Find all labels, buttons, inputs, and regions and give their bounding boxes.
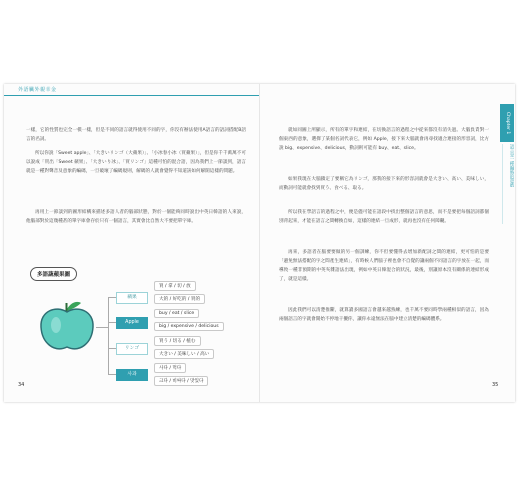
word-box-chinese: 蘋果 [116, 292, 148, 304]
right-paragraph-5: 因此我們可以清楚推斷，就算讀多國語言會越來越熟練，也千萬不要同時學兩種相似的語言，因為兩個語言的字就會開始不停地干擾你，讓你永遠無法在腦中建立清楚的編碼體系。 [279, 308, 489, 322]
chapter-side-label: 語言是一種編碼的遊戲 [502, 144, 514, 224]
right-paragraph-4: 再來，多語者在腦要要做的另一個訓練，你不但要懂得去增加新配詞之間的連結，更可怕的是要「避免無法搭配的字之間產生連結」，有時候人們腦子裡也會不自覺的讓兩個不同語言的字放在一起，而導致一種非預期的中英夾雜語法出現，例如中英日韓混合的狀況，最後，別讓原本沒有關係的連結形成了，就是這樣。 [279, 250, 489, 282]
collocation-adjectives-chinese: 大的 / 好吃的 / 買的 [154, 294, 205, 304]
right-paragraph-2: 如果我現在大腦鎖定了要稱它為リンゴ，那我的接下來的形容詞就會是大きい、高い、美味しい，而動詞可能就會找到買う、食べる、取る。 [279, 177, 489, 191]
connector-line [108, 297, 109, 375]
diagram-title: 多語蔬蘋果圖 [30, 267, 77, 281]
apple-icon [38, 299, 96, 353]
word-box-english: Apple [116, 317, 148, 329]
connector-line [108, 348, 116, 349]
collocation-adjectives-english: big / expensive / delicious [154, 322, 224, 331]
right-page-number: 35 [492, 382, 499, 388]
collocation-verbs-chinese: 買 / 拿 / 切 / 放 [154, 281, 196, 291]
left-paragraph-3: 再用上一節談到的圖形結構來描述多語人者的腦部狀態，對於一個能夠同時說出中英日韓語的人來說，他腦部對於這幾種甚的單字庫會存於只有一個語言，其實會比自然大不要把單字庫。 [26, 210, 246, 224]
connector-line [108, 374, 116, 375]
right-paragraph-3: 所以我在學語言的過程之中，便是儘可能在語段中找出整個語言的意思，而不是要把每個語詞都個別背起來，才能在語言之間轉換自如，這樣的連結一旦成形，就再也沒有任何障礙。 [279, 210, 489, 224]
right-paragraph-1: 就如同圖上所顯示，所有的單字和連結，在切換語言的過程之中從來都沒有消失過。大腦負責對一個東西的意象，選擇了某個名詞代表它，例如 Apple，接下來大腦就會再尋找適合連接的形容詞，比方說 big、expensive、delicious，動詞則可能有 buy、eat、slice。 [279, 128, 489, 151]
collocation-adjectives-japanese: 大きい / 美味しい / 高い [154, 349, 214, 359]
chapter-tab: Chapter 1 [500, 104, 514, 142]
collocation-adjectives-korean: 크다 / 비싸다 / 맛있다 [154, 376, 208, 386]
word-box-japanese: リンゴ [116, 343, 148, 355]
book-spread [4, 84, 515, 402]
left-paragraph-1: 一樣，它的性質也完全一模一樣，但是不同的語言就得使用不同的字，你沒有辦法使用A語言的語詞搭配B語言的名詞。 [26, 128, 246, 142]
left-page-number: 34 [18, 382, 25, 388]
left-paragraph-2: 所以你說「Sweet apple」、「大きいリンゴ（大蘋果）」、「小冰春小冰（買蘋果）」，但是你千千萬萬不可以說成「買出「Sweet 蘋果」、「大きいり冰」、「買リンゴ」這種可怕的混合語，因為我們上一節談到，語言就是一種對聲音及意象的編碼，一旦破壞了編碼規則，解碼的人就會覺得不知道該如何解開這樣的問題。 [26, 151, 246, 174]
connector-line [108, 297, 116, 298]
collocation-verbs-english: buy / eat / slice [154, 309, 199, 318]
collocation-verbs-korean: 사다 / 먹다 [154, 363, 186, 373]
connector-line [108, 322, 116, 323]
page-gutter [259, 84, 260, 402]
collocation-verbs-japanese: 買う / 切る / 植む [154, 336, 201, 346]
book-title: 外語臟外親幸金 [18, 87, 57, 93]
word-box-korean: 사과 [116, 369, 148, 381]
connector-line [96, 327, 108, 328]
header-rule [4, 95, 259, 96]
